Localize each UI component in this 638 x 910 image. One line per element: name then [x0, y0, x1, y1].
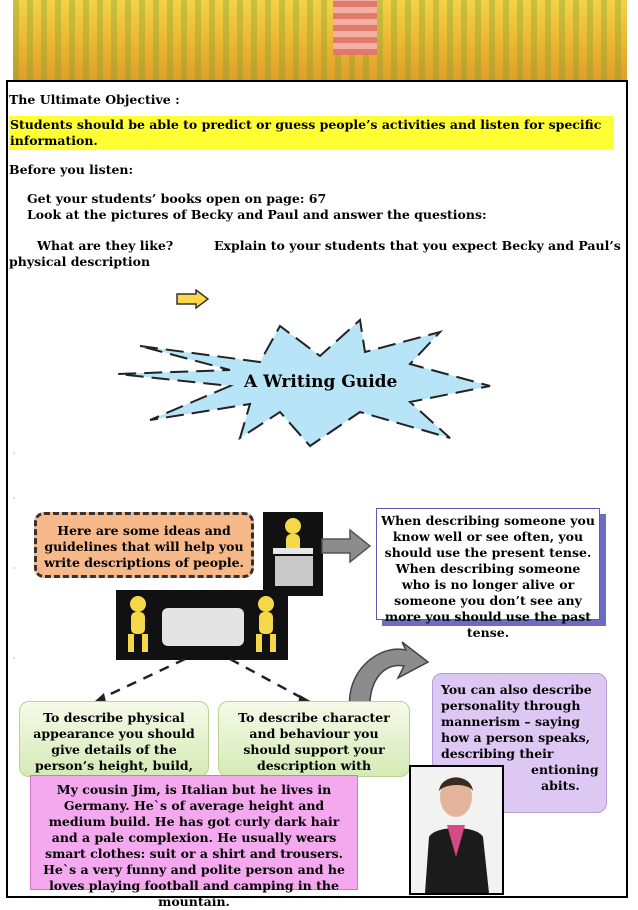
personality-tail-1: entioning: [531, 762, 599, 777]
figure-desk-icon: [263, 512, 323, 596]
explain-line-2: physical description: [9, 254, 151, 269]
personality-tail-2: abits.: [541, 778, 580, 793]
books-line: Get your students’ books open on page: 67: [27, 191, 327, 206]
grey-arrow-icon: [320, 528, 372, 564]
physical-card: To describe physical appearance you should give details of the person’s height, build,: [19, 701, 209, 777]
before-listen-heading: Before you listen:: [9, 162, 134, 177]
pictures-line: Look at the pictures of Becky and Paul and answer the questions:: [27, 207, 487, 222]
tense-card: When describing someone you know well or see often, you should use the present tense. When describing someone who is no longer alive or someone you don’t see any more you should use the past tense.: [376, 508, 600, 620]
personality-text: You can also describe personality through mannerism – saying how a person speaks, describing their: [441, 682, 592, 761]
character-card: To describe character and behaviour you should support your description with: [218, 701, 410, 777]
objective-text: Students should be able to predict or guess people’s activities and listen for specific information.: [10, 117, 602, 148]
banner-pattern: [13, 0, 627, 88]
right-arrow-icon: [176, 289, 210, 309]
example-card: My cousin Jim, is Italian but he lives in Germany. He`s of average height and medium build. He has got curly dark hair and a pale complexion. He usually wears smart clothes: suit or a shirt and trousers. He`s a very funny and polite person and he loves playing football and camping in the mountain.: [30, 775, 358, 890]
connector-lines: [90, 655, 320, 705]
explain-line-1: Explain to your students that you expect Becky and Paul’s: [214, 238, 621, 253]
figures-banner-icon: [116, 590, 288, 660]
ideas-card: Here are some ideas and guidelines that will help you write descriptions of people.: [34, 512, 254, 578]
banner-block: [333, 0, 377, 55]
question-line: What are they like?: [37, 238, 174, 253]
objective-heading: The Ultimate Objective :: [9, 92, 180, 107]
writing-guide-title: A Writing Guide: [244, 372, 398, 392]
man-photo: [409, 765, 504, 895]
person-photo-icon: [411, 767, 502, 893]
